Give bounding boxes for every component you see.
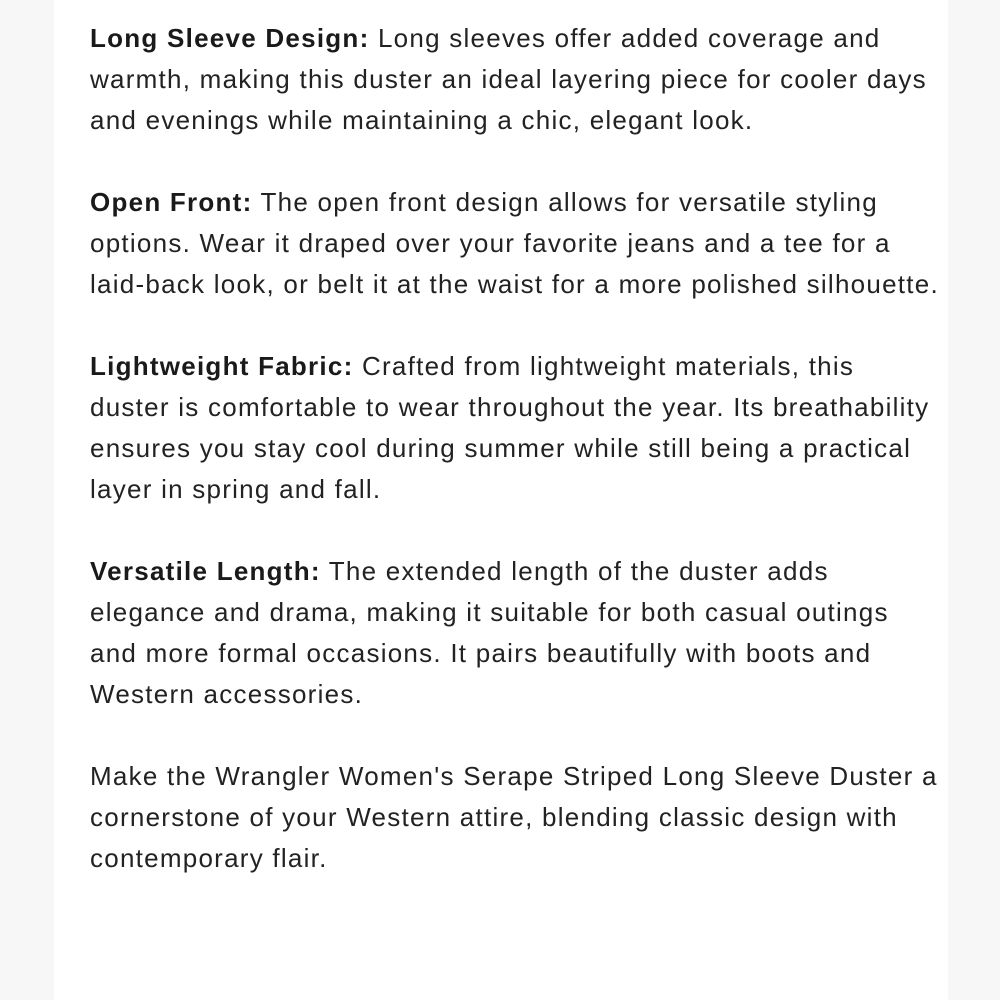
feature-text: The open front design allows for versatile styling options. Wear it draped over your favorite jeans and a tee for a laid-back look, or belt it at the waist for a more polished silhouette.	[90, 187, 939, 299]
feature-open-front	[90, 182, 940, 305]
feature-heading: Versatile Length:	[90, 556, 321, 586]
feature-heading: Lightweight Fabric:	[90, 351, 354, 381]
feature-heading: Open Front:	[90, 187, 253, 217]
description-panel	[54, 0, 948, 1000]
feature-text: Crafted from lightweight materials, this duster is comfortable to wear throughout the year. Its breathability ensures you stay cool during summer while still being a practical layer in spring and fall.	[90, 351, 930, 504]
feature-text: Long sleeves offer added coverage and warmth, making this duster an ideal layering piece for cooler days and evenings while maintaining a chic, elegant look.	[90, 23, 927, 135]
feature-long-sleeve-design	[90, 18, 940, 141]
feature-text: The extended length of the duster adds elegance and drama, making it suitable for both casual outings and more formal occasions. It pairs beautifully with boots and Western accessories.	[90, 556, 889, 709]
feature-heading: Long Sleeve Design:	[90, 23, 370, 53]
closing-paragraph: Make the Wrangler Women's Serape Striped Long Sleeve Duster a cornerstone of your Western attire, blending classic design with contemporary flair.	[90, 761, 938, 873]
feature-versatile-length	[90, 551, 940, 715]
feature-lightweight-fabric	[90, 346, 940, 510]
product-description	[90, 18, 940, 879]
